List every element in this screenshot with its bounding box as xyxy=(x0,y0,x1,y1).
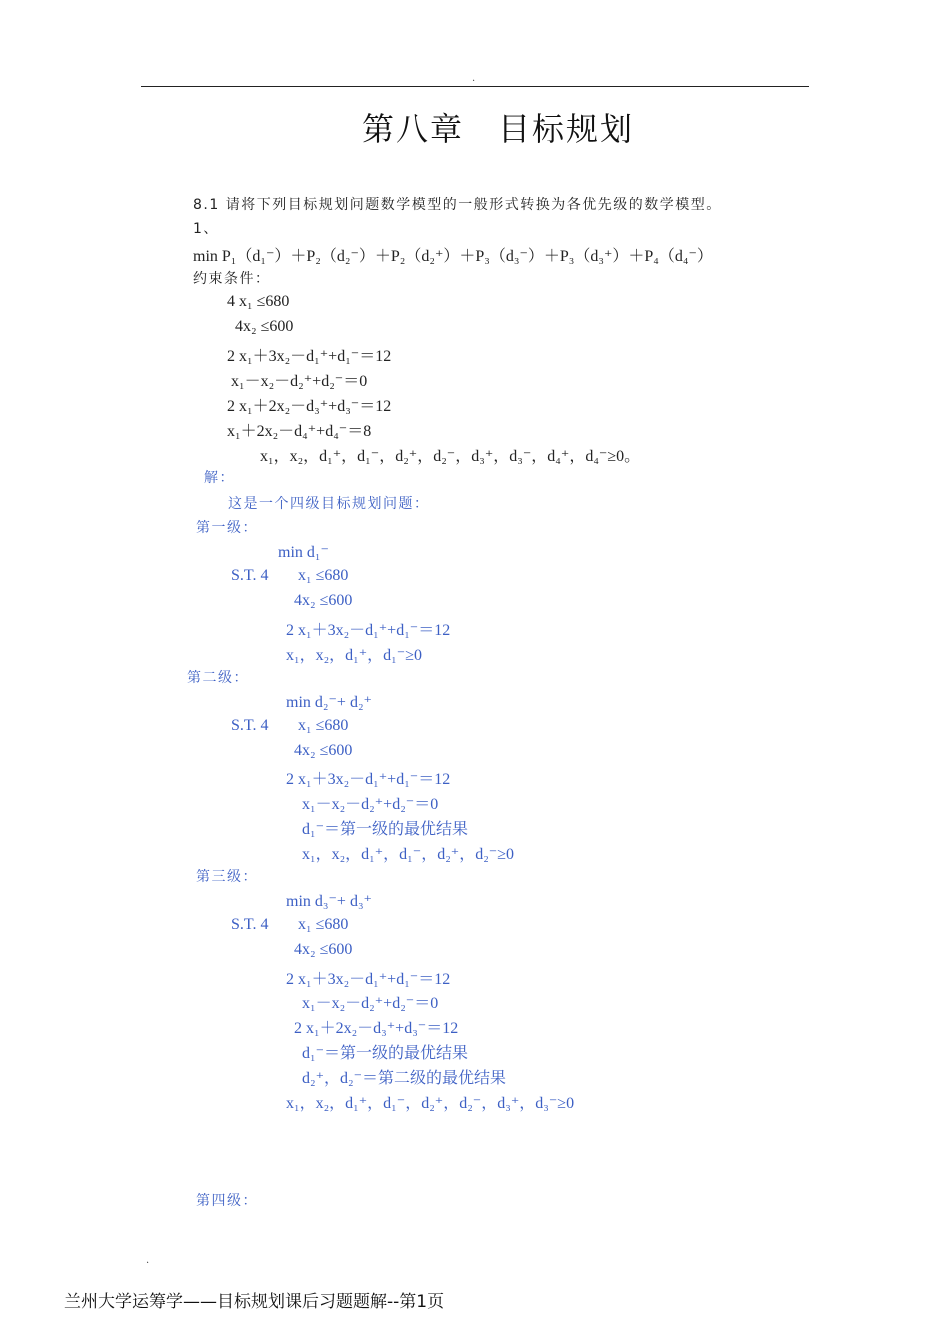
constraint-line: x₁－x₂－d₂⁺+d₂⁻＝0 xyxy=(231,373,368,390)
level-line: x₁，x₂，d₁⁺，d₁⁻，d₂⁺，d₂⁻，d₃⁺，d₃⁻≥0 xyxy=(286,1095,575,1112)
level-line: 2 x₁＋3x₂－d₁⁺+d₁⁻＝12 xyxy=(286,622,451,639)
constraint-line: x₁，x₂，d₁⁺，d₁⁻，d₂⁺，d₂⁻，d₃⁺，d₃⁻，d₄⁺，d₄⁻≥0。 xyxy=(260,448,641,465)
level-line: 2 x₁＋2x₂－d₃⁺+d₃⁻＝12 xyxy=(294,1020,459,1037)
solution-label: 解： xyxy=(204,470,235,486)
level-line: d₁⁻＝第一级的最优结果 xyxy=(302,1045,469,1062)
level-heading: 第三级： xyxy=(196,869,258,885)
level-line: x₁，x₂，d₁⁺，d₁⁻，d₂⁺，d₂⁻≥0 xyxy=(302,846,515,863)
constraint-line: 2 x₁＋2x₂－d₃⁺+d₃⁻＝12 xyxy=(227,398,392,415)
level-line: x₁ ≤680 xyxy=(298,567,349,584)
constraint-line: 4x₂ ≤600 xyxy=(235,318,294,335)
level-line: d₁⁻＝第一级的最优结果 xyxy=(302,821,469,838)
level-line: x₁，x₂，d₁⁺，d₁⁻≥0 xyxy=(286,647,422,664)
level-objective: min d₃⁻+ d₃⁺ xyxy=(286,893,372,910)
level-line: 4x₂ ≤600 xyxy=(294,941,353,958)
level-objective: min d₁⁻ xyxy=(278,544,329,561)
level-line: 4x₂ ≤600 xyxy=(294,742,353,759)
level-heading: 第一级： xyxy=(196,520,258,536)
level-objective: min d₂⁻+ d₂⁺ xyxy=(286,694,372,711)
problem-objective: min P₁（d₁⁻）＋P₂（d₂⁻）＋P₂（d₂⁺）＋P₃（d₃⁻）＋P₃（d₃⁺）＋P₄（d₄⁻） xyxy=(193,248,713,265)
level-heading: 第二级： xyxy=(187,670,249,686)
level-st-label: S.T. 4 xyxy=(231,567,269,584)
problem-item-number: 1、 xyxy=(193,221,219,237)
level-line: 2 x₁＋3x₂－d₁⁺+d₁⁻＝12 xyxy=(286,971,451,988)
level-heading: 第四级： xyxy=(196,1193,258,1209)
level-line: x₁－x₂－d₂⁺+d₂⁻＝0 xyxy=(302,995,439,1012)
header-dot: . xyxy=(472,73,476,84)
level-line: x₁ ≤680 xyxy=(298,717,349,734)
constraint-line: 4 x₁ ≤680 xyxy=(227,293,290,310)
level-line: 2 x₁＋3x₂－d₁⁺+d₁⁻＝12 xyxy=(286,771,451,788)
level-line: x₁－x₂－d₂⁺+d₂⁻＝0 xyxy=(302,796,439,813)
solution-intro: 这是一个四级目标规划问题： xyxy=(228,496,430,512)
level-line: d₂⁺，d₂⁻＝第二级的最优结果 xyxy=(302,1070,507,1087)
level-st-label: S.T. 4 xyxy=(231,717,269,734)
level-line: x₁ ≤680 xyxy=(298,916,349,933)
footer-dot: . xyxy=(146,1255,150,1266)
level-line: 4x₂ ≤600 xyxy=(294,592,353,609)
constraint-line: x₁＋2x₂－d₄⁺+d₄⁻＝8 xyxy=(227,423,372,440)
page-footer: 兰州大学运筹学——目标规划课后习题题解--第1页 xyxy=(64,1292,445,1312)
constraints-label: 约束条件： xyxy=(193,271,271,287)
page-title: 第八章 目标规划 xyxy=(362,110,635,148)
problem-statement: 8.1 请将下列目标规划问题数学模型的一般形式转换为各优先级的数学模型。 xyxy=(193,197,722,213)
level-st-label: S.T. 4 xyxy=(231,916,269,933)
constraint-line: 2 x₁＋3x₂－d₁⁺+d₁⁻＝12 xyxy=(227,348,392,365)
header-rule xyxy=(141,86,809,87)
